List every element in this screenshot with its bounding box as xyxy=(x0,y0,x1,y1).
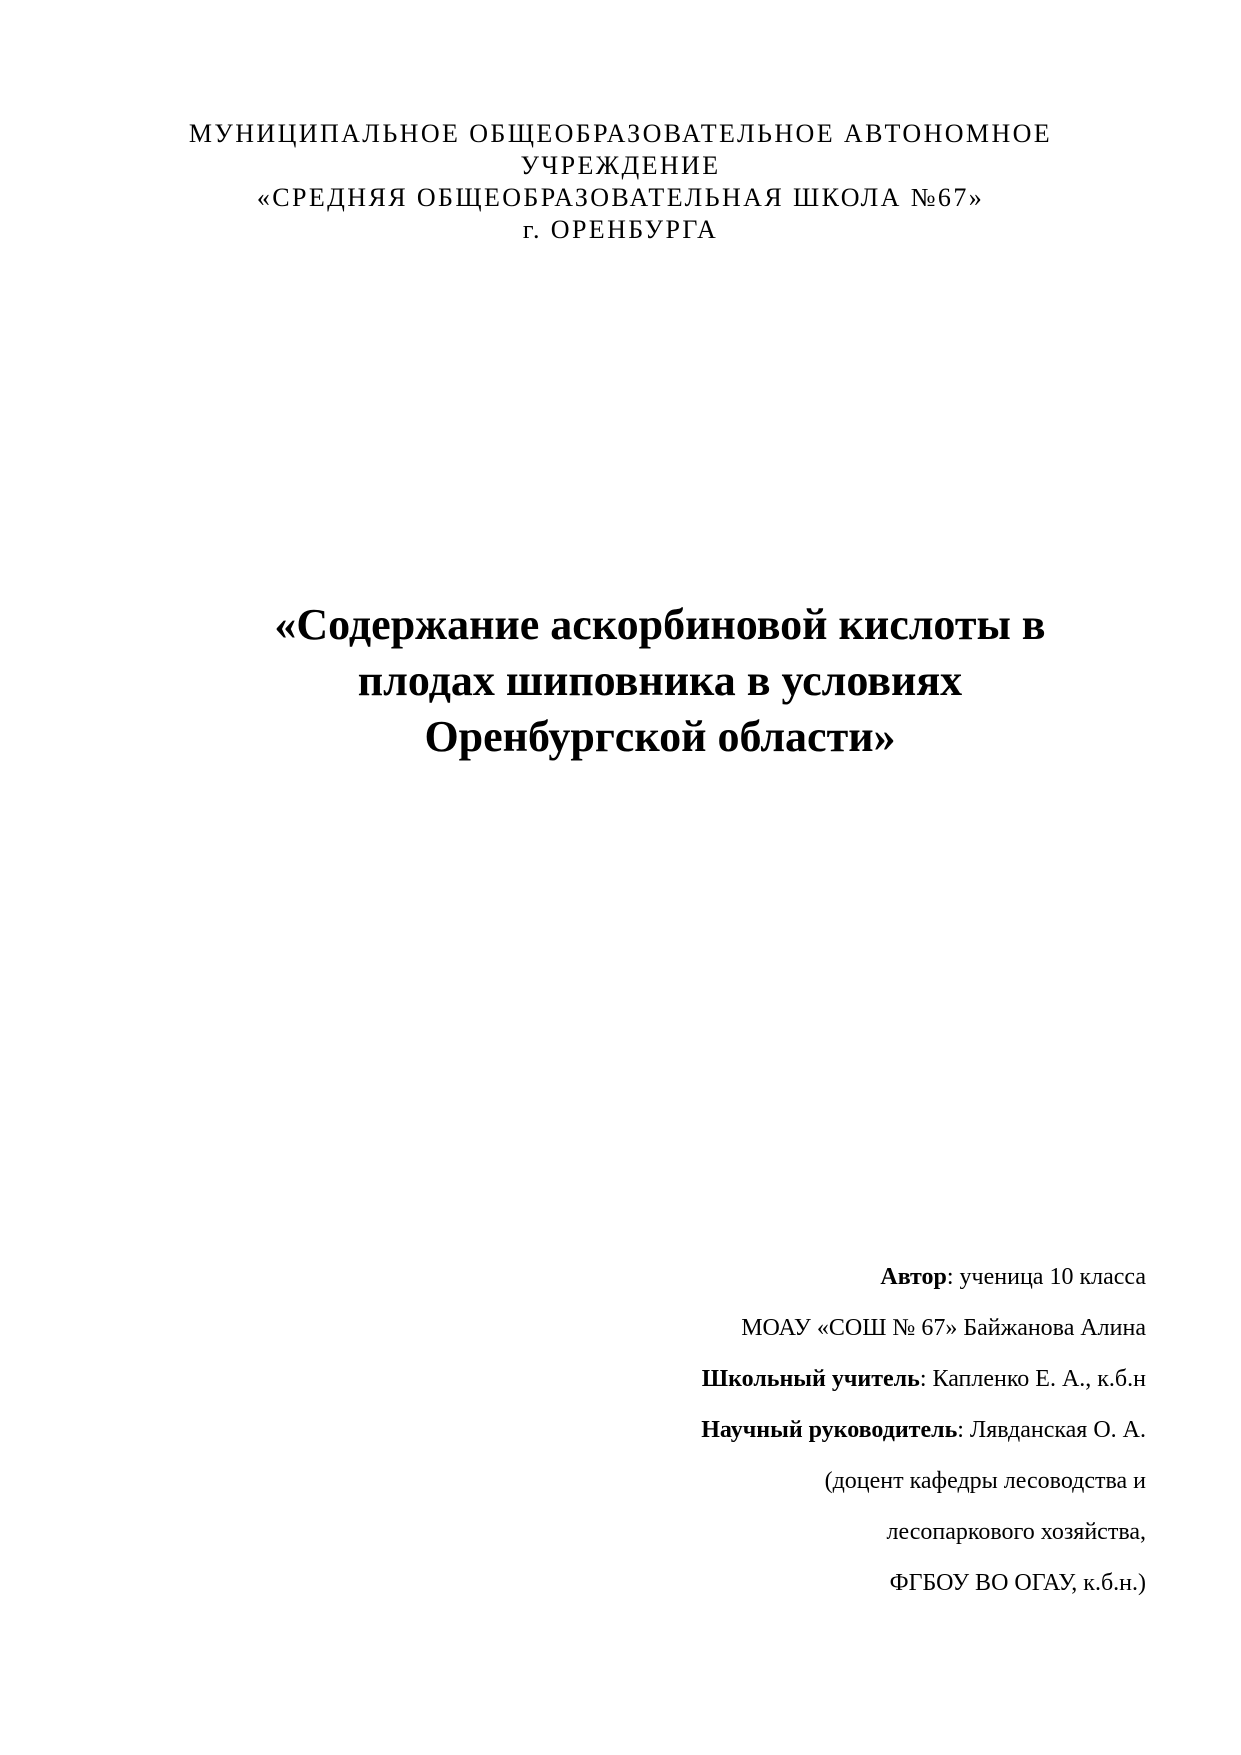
title-line-3: Оренбургской области» xyxy=(424,712,896,761)
title-line-1: «Содержание аскорбиновой кислоты в xyxy=(274,600,1046,649)
title-line-2: плодах шиповника в условиях xyxy=(357,656,963,705)
author-line xyxy=(446,1252,1146,1303)
teacher-label: Школьный учитель xyxy=(701,1366,920,1392)
supervisor-details-line-1: (доцент кафедры лесоводства и xyxy=(824,1468,1146,1494)
header-line-1: МУНИЦИПАЛЬНОЕ ОБЩЕОБРАЗОВАТЕЛЬНОЕ АВТОНОМНОЕ xyxy=(188,119,1053,148)
supervisor-label: Научный руководитель xyxy=(701,1417,958,1443)
header-line-2: УЧРЕЖДЕНИЕ xyxy=(520,151,721,180)
supervisor-details-line-2: лесопаркового хозяйства, xyxy=(886,1519,1146,1545)
supervisor-line xyxy=(446,1405,1146,1456)
authors-block xyxy=(446,1252,1146,1609)
supervisor-details-line-3: ФГБОУ ВО ОГАУ, к.б.н.) xyxy=(889,1570,1146,1596)
school-line: МОАУ «СОШ № 67» Байжанова Алина xyxy=(741,1315,1146,1341)
header-line-3: «СРЕДНЯЯ ОБЩЕОБРАЗОВАТЕЛЬНАЯ ШКОЛА №67» xyxy=(256,183,985,212)
teacher-value: : Капленко Е. А., к.б.н xyxy=(919,1366,1146,1392)
author-value: : ученица 10 класса xyxy=(946,1264,1146,1290)
author-label: Автор xyxy=(880,1264,947,1290)
supervisor-value: : Лявданская О. А. xyxy=(957,1417,1146,1443)
document-title xyxy=(170,597,1150,765)
header-line-4: г. ОРЕНБУРГА xyxy=(522,215,719,244)
teacher-line xyxy=(446,1354,1146,1405)
institution-header xyxy=(120,118,1121,246)
